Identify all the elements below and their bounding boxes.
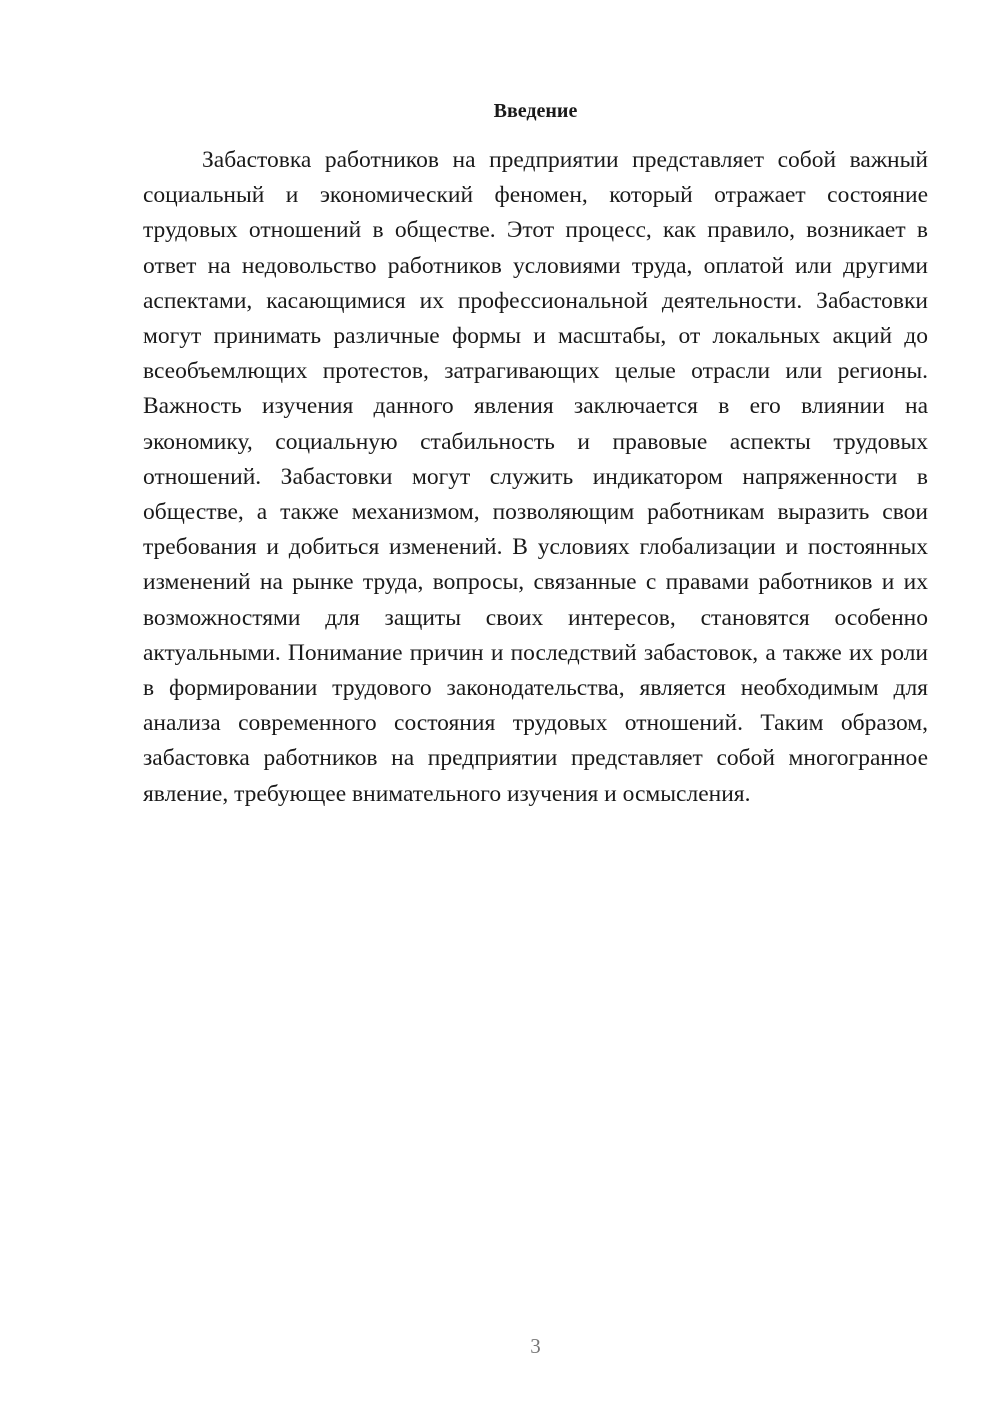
body-paragraph: Забастовка работников на предприятии представляет собой важный социальный и экономический феномен, который отражает состояние трудовых отношений в обществе. Этот процесс, как правило, возникает в ответ на недовольство работников условиями труда, оплатой или другими аспектами, касающимися их профессиональной деятельности. Забастовки могут принимать различные формы и масштабы, от локальных акций до всеобъемлющих протестов, затрагивающих целые отрасли или регионы. Важность изучения данного явления заключается в его влиянии на экономику, социальную стабильность и правовые аспекты трудовых отношений. Забастовки могут служить индикатором напряженности в обществе, а также механизмом, позволяющим работникам выразить свои требования и добиться изменений. В условиях глобализации и постоянных изменений на рынке труда, вопросы, связанные с правами работников и их возможностями для защиты своих интересов, становятся особенно актуальными. Понимание причин и последствий забастовок, а также их роли в формировании трудового законодательства, является необходимым для анализа современного состояния трудовых отношений. Таким образом, забастовка работников на предприятии представляет собой многогранное явление, требующее внимательного изучения и осмысления. — [143, 147, 928, 807]
section-heading: Введение — [493, 100, 578, 122]
page-number: 3 — [530, 1334, 541, 1358]
